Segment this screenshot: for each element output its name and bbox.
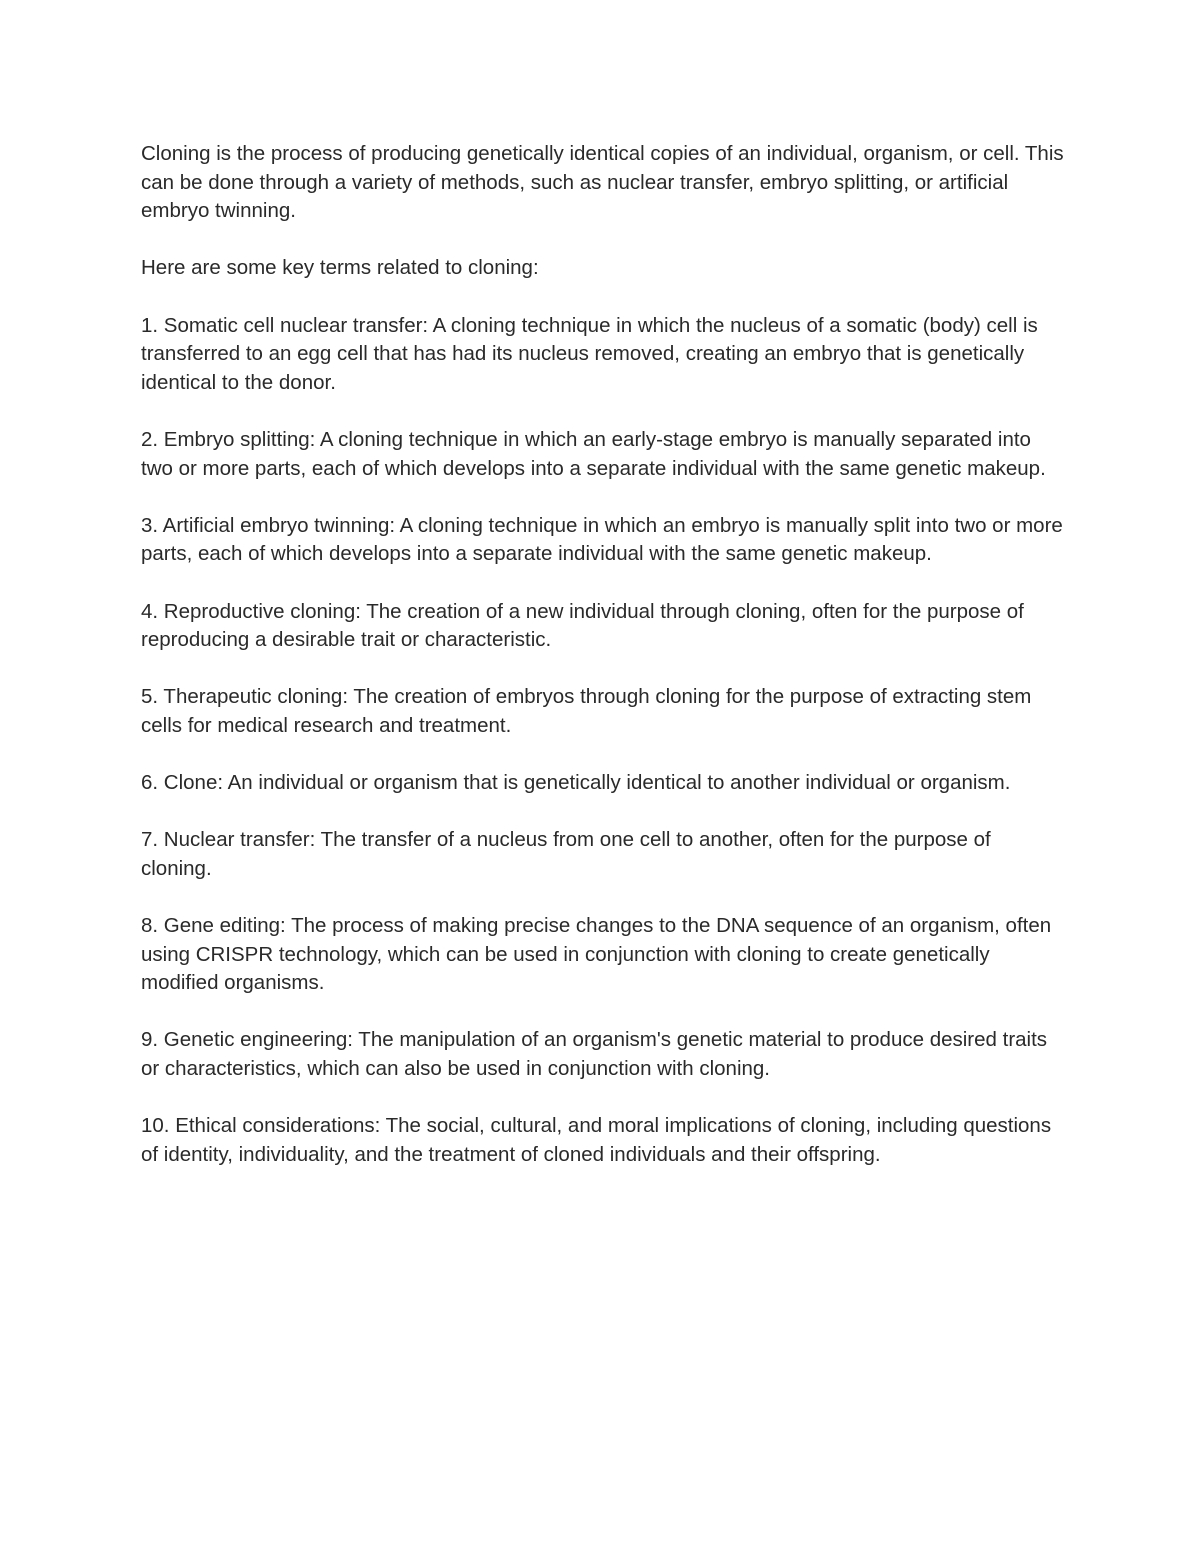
key-terms-lead-in: Here are some key terms related to cloning: [141, 256, 539, 280]
term-item-ethical-considerations: 10. Ethical considerations: The social, cultural, and moral implications of cloning, including questions of identity, individuality, and the treatment of cloned individuals and their offspring. [141, 1114, 1052, 1166]
term-item-artificial-embryo-twinning: 3. Artificial embryo twinning: A cloning technique in which an embryo is manually split into two or more parts, each of which develops into a separate individual with the same genetic makeup. [141, 513, 1063, 566]
intro-paragraph: Cloning is the process of producing genetically identical copies of an individual, organism, or cell. This can be done through a variety of methods, such as nuclear transfer, embryo splitting, or artificial embryo twinning. [141, 142, 1064, 223]
term-item-therapeutic-cloning: 5. Therapeutic cloning: The creation of embryos through cloning for the purpose of extracting stem cells for medical research and treatment. [141, 685, 1032, 737]
term-item-reproductive-cloning: 4. Reproductive cloning: The creation of a new individual through cloning, often for the purpose of reproducing a desirable trait or characteristic. [141, 599, 1024, 652]
term-item-somatic-cell-nuclear-transfer: 1. Somatic cell nuclear transfer: A cloning technique in which the nucleus of a somatic (body) cell is transferred to an egg cell that has had its nucleus removed, creating an embryo that is genetically identical to the donor. [141, 313, 1038, 394]
term-item-clone: 6. Clone: An individual or organism that is genetically identical to another individual or organism. [141, 771, 1011, 795]
term-item-genetic-engineering: 9. Genetic engineering: The manipulation of an organism's genetic material to produce desired traits or characteristics, which can also be used in conjunction with cloning. [141, 1028, 1048, 1080]
term-item-gene-editing: 8. Gene editing: The process of making precise changes to the DNA sequence of an organism, often using CRISPR technology, which can be used in conjunction with cloning to create genetically modified organisms. [141, 914, 1052, 995]
term-item-embryo-splitting: 2. Embryo splitting: A cloning technique in which an early-stage embryo is manually separated into two or more parts, each of which develops into a separate individual with the same genetic makeup. [141, 427, 1046, 480]
term-item-nuclear-transfer: 7. Nuclear transfer: The transfer of a nucleus from one cell to another, often for the purpose of cloning. [141, 828, 991, 880]
document-body [141, 140, 1066, 1198]
